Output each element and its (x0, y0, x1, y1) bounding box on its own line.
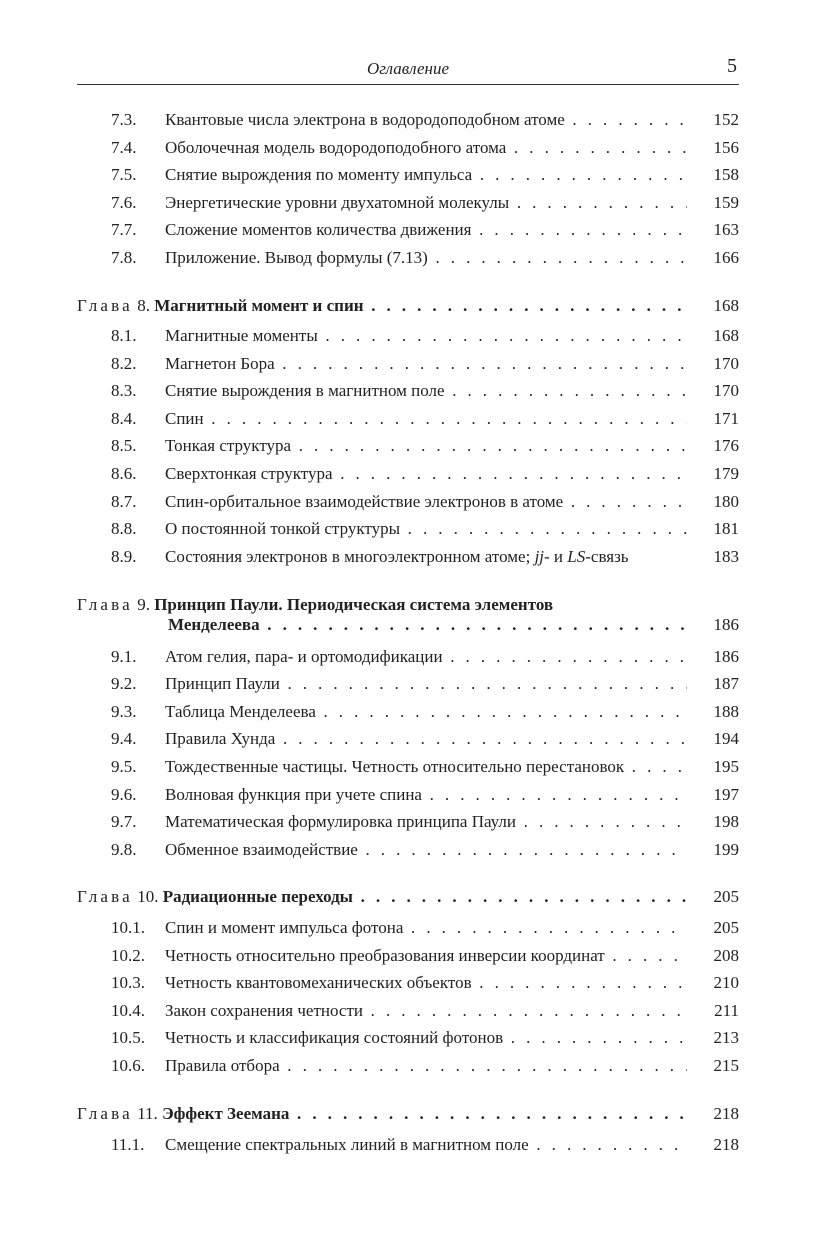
chapter-page: 168 (713, 296, 739, 315)
page-number: 5 (727, 55, 737, 77)
section-number: 7.4. (111, 138, 137, 157)
section-title: Математическая формулировка принципа Паули . . . (165, 812, 687, 832)
section-title (165, 547, 689, 567)
toc-entry[interactable] (77, 1132, 739, 1160)
toc-entry[interactable] (77, 782, 739, 810)
section-number: 8.1. (111, 326, 137, 345)
toc-entry[interactable] (77, 135, 739, 163)
section-number: 7.5. (111, 165, 137, 184)
chapter-title: Принцип Паули. Периодическая система элементов (154, 595, 554, 614)
section-number: 9.3. (111, 702, 137, 721)
section-number: 8.3. (111, 381, 137, 400)
toc-chapter[interactable] (77, 612, 739, 640)
section-number: 11.1. (111, 1135, 145, 1154)
section-title: Волновая функция при учете спина . . . (165, 785, 687, 805)
section-page: 211 (714, 1001, 739, 1020)
section-page: 213 (713, 1028, 739, 1047)
chapter-label: Глава (77, 296, 133, 315)
section-page: 183 (713, 547, 739, 566)
section-title: Магнитные моменты . . . (165, 326, 687, 346)
section-page: 205 (713, 918, 739, 937)
section-page: 156 (713, 138, 739, 157)
toc-chapter[interactable] (77, 293, 739, 321)
section-number: 9.6. (111, 785, 137, 804)
chapter-title-line (77, 296, 687, 316)
toc-entry[interactable] (77, 323, 739, 351)
toc-entry[interactable] (77, 644, 739, 672)
section-number: 8.4. (111, 409, 137, 428)
section-title: Правила Хунда . . . (165, 729, 687, 749)
toc-entry[interactable] (77, 489, 739, 517)
section-number: 10.4. (111, 1001, 145, 1020)
section-page: 197 (713, 785, 739, 804)
chapter-number: 9. (137, 595, 150, 614)
toc-entry[interactable] (77, 998, 739, 1026)
toc-entry[interactable] (77, 754, 739, 782)
section-number: 8.6. (111, 464, 137, 483)
section-title: Квантовые числа электрона в водородоподобном атоме . . . (165, 110, 687, 130)
section-page: 163 (713, 220, 739, 239)
section-title: Сверхтонкая структура . . . (165, 464, 687, 484)
section-title: Четность относительно преобразования инверсии координат . . . (165, 946, 687, 966)
section-number: 10.1. (111, 918, 145, 937)
section-page: 181 (713, 519, 739, 538)
chapter-page: 186 (713, 615, 739, 634)
section-page: 168 (713, 326, 739, 345)
section-number: 9.4. (111, 729, 137, 748)
section-page: 158 (713, 165, 739, 184)
toc-entry[interactable] (77, 433, 739, 461)
section-title: Правила отбора . . . (165, 1056, 687, 1076)
section-title-part: - и (544, 547, 568, 566)
section-page: 186 (713, 647, 739, 666)
toc-entry[interactable] (77, 970, 739, 998)
chapter-number: 10. (137, 887, 159, 906)
section-page: 187 (713, 674, 739, 693)
toc-entry[interactable] (77, 378, 739, 406)
chapter-title: Эффект Зеемана (162, 1104, 290, 1123)
section-title: Смещение спектральных линий в магнитном поле . . . (165, 1135, 687, 1155)
toc-entry[interactable] (77, 351, 739, 379)
section-page: 208 (713, 946, 739, 965)
toc-entry[interactable] (77, 671, 739, 699)
section-number: 7.8. (111, 248, 137, 267)
section-title: Магнетон Бора . . . (165, 354, 687, 374)
header-title: Оглавление (366, 59, 450, 78)
section-page: 166 (713, 248, 739, 267)
section-title-math: jj (534, 547, 545, 566)
section-number: 10.6. (111, 1056, 145, 1075)
chapter-title: Магнитный момент и спин (154, 296, 364, 315)
toc-chapter[interactable] (77, 1101, 739, 1129)
section-number: 8.5. (111, 436, 137, 455)
chapter-page: 218 (713, 1104, 739, 1123)
section-page: 215 (713, 1056, 739, 1075)
chapter-label: Глава (77, 595, 133, 614)
toc-entry[interactable] (77, 107, 739, 135)
chapter-title: Радиационные переходы (162, 887, 353, 906)
chapter-title-line (77, 887, 687, 907)
toc-chapter[interactable] (77, 884, 739, 912)
toc-entry[interactable] (77, 699, 739, 727)
section-number: 8.8. (111, 519, 137, 538)
section-title: Снятие вырождения в магнитном поле . . . (165, 381, 687, 401)
section-page: 199 (713, 840, 739, 859)
chapter-number: 11. (137, 1104, 158, 1123)
toc-entry[interactable] (77, 245, 739, 273)
chapter-label: Глава (77, 1104, 133, 1123)
section-title: Атом гелия, пара- и ортомодификации . . . (165, 647, 687, 667)
section-number: 7.6. (111, 193, 137, 212)
section-page: 194 (713, 729, 739, 748)
toc-entry[interactable] (77, 217, 739, 245)
section-number: 10.3. (111, 973, 145, 992)
section-number: 7.3. (111, 110, 137, 129)
section-title: Четность и классификация состояний фотонов . . . (165, 1028, 687, 1048)
section-title: Энергетические уровни двухатомной молекулы . . . (165, 193, 687, 213)
chapter-label: Глава (77, 887, 133, 906)
chapter-title-line (77, 1104, 687, 1124)
section-page: 188 (713, 702, 739, 721)
toc-entry[interactable] (77, 943, 739, 971)
section-title: Тождественные частицы. Четность относительно перестановок . . . (165, 757, 687, 777)
section-number: 8.2. (111, 354, 137, 373)
section-page: 195 (713, 757, 739, 776)
section-page: 218 (713, 1135, 739, 1154)
toc-entry[interactable] (77, 726, 739, 754)
section-title: О постоянной тонкой структуры . . . (165, 519, 687, 539)
toc-entry[interactable] (77, 915, 739, 943)
section-page: 152 (713, 110, 739, 129)
toc-entry[interactable] (77, 809, 739, 837)
section-page: 176 (713, 436, 739, 455)
section-title: Четность квантовомеханических объектов . . . (165, 973, 687, 993)
section-title-math: LS (567, 547, 586, 566)
toc-entry[interactable] (77, 1053, 739, 1081)
toc-entry[interactable] (77, 406, 739, 434)
toc-entry[interactable] (77, 544, 739, 572)
toc-entry[interactable] (77, 837, 739, 865)
section-number: 8.7. (111, 492, 137, 511)
section-page: 198 (713, 812, 739, 831)
section-title: Тонкая структура . . . (165, 436, 687, 456)
toc-entry[interactable] (77, 162, 739, 190)
section-page: 179 (713, 464, 739, 483)
section-title-part: Состояния электронов в многоэлектронном атоме; (165, 547, 535, 566)
toc-entry[interactable] (77, 1025, 739, 1053)
running-header (77, 50, 739, 85)
section-title-part: -связь (585, 547, 629, 566)
section-title: Спин и момент импульса фотона . . . (165, 918, 687, 938)
section-number: 9.7. (111, 812, 137, 831)
section-title: Сложение моментов количества движения . . . (165, 220, 687, 240)
toc-entry[interactable] (77, 461, 739, 489)
section-page: 171 (713, 409, 739, 428)
section-number: 9.8. (111, 840, 137, 859)
section-title: Принцип Паули . . . (165, 674, 687, 694)
chapter-title: Менделеева . . . (168, 615, 687, 635)
section-page: 170 (713, 354, 739, 373)
toc-entry[interactable] (77, 190, 739, 218)
section-number: 7.7. (111, 220, 137, 239)
section-number: 10.2. (111, 946, 145, 965)
section-title: Снятие вырождения по моменту импульса . . . (165, 165, 687, 185)
section-title: Обменное взаимодействие . . . (165, 840, 687, 860)
chapter-page: 205 (713, 887, 739, 906)
section-title: Спин . . . (165, 409, 687, 429)
section-number: 9.5. (111, 757, 137, 776)
section-title: Приложение. Вывод формулы (7.13) . . . (165, 248, 687, 268)
section-page: 210 (713, 973, 739, 992)
chapter-number: 8. (137, 296, 150, 315)
section-page: 159 (713, 193, 739, 212)
section-title: Спин-орбитальное взаимодействие электронов в атоме . . . (165, 492, 687, 512)
section-number: 10.5. (111, 1028, 145, 1047)
section-number: 9.2. (111, 674, 137, 693)
section-title: Оболочечная модель водородоподобного атома . . . (165, 138, 687, 158)
toc-entry[interactable] (77, 516, 739, 544)
section-number: 8.9. (111, 547, 137, 566)
section-number: 9.1. (111, 647, 137, 666)
section-page: 180 (713, 492, 739, 511)
section-title: Закон сохранения четности . . . (165, 1001, 687, 1021)
section-title: Таблица Менделеева . . . (165, 702, 687, 722)
section-page: 170 (713, 381, 739, 400)
